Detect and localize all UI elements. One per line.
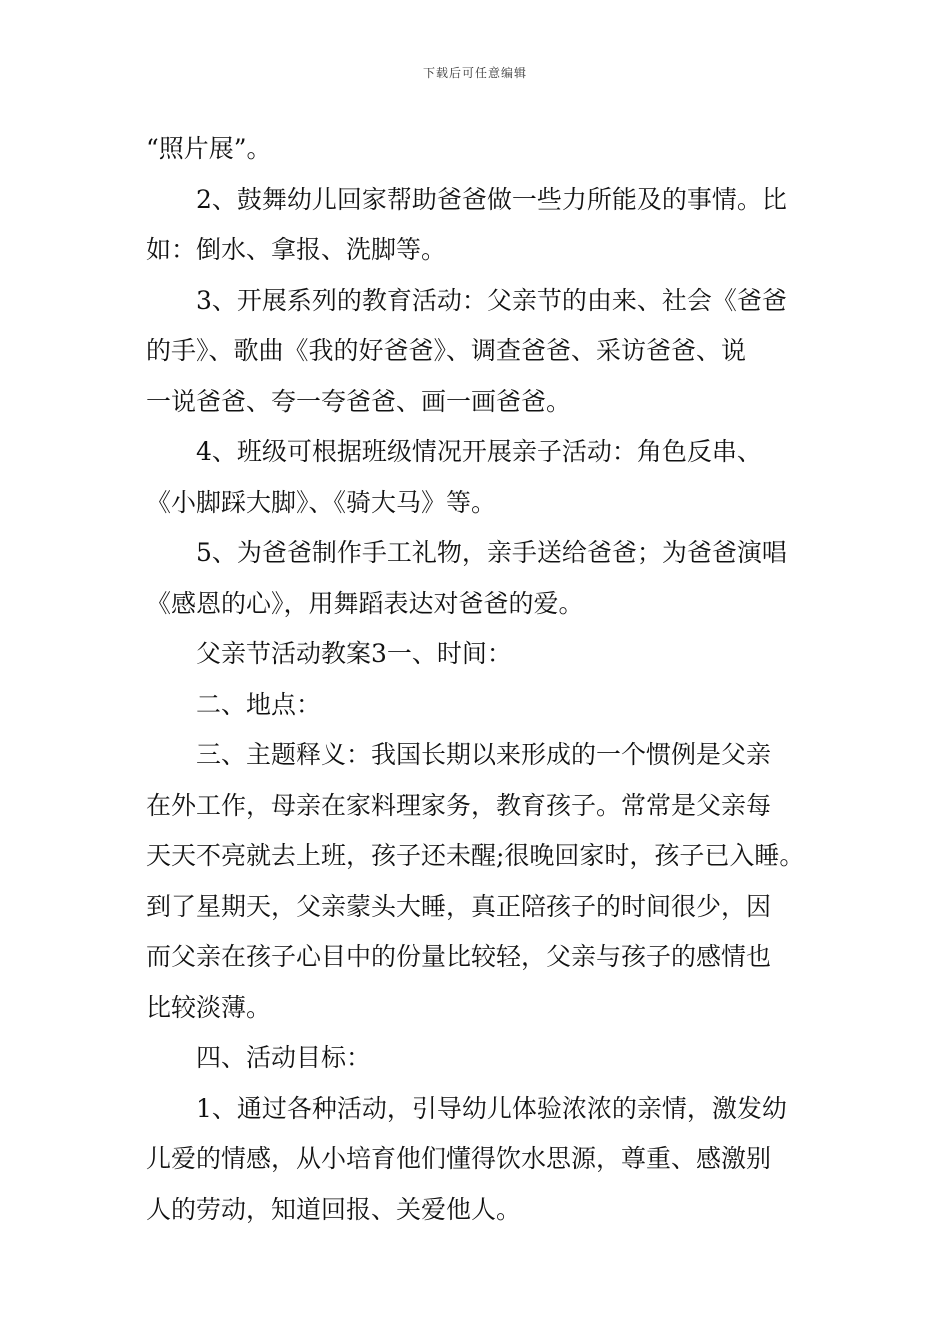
text-line: 2、鼓舞幼儿回家帮助爸爸做一些力所能及的事情。比 <box>196 184 787 214</box>
text-line: 的手》、歌曲《我的好爸爸》、调查爸爸、采访爸爸、说 <box>146 336 747 365</box>
text-line: 比较淡薄。 <box>146 992 272 1022</box>
text-line: 3、开展系列的教育活动：父亲节的由来、社会《爸爸 <box>196 285 787 315</box>
text-line: 5、为爸爸制作手工礼物，亲手送给爸爸；为爸爸演唱 <box>196 538 787 567</box>
text-line: 儿爱的情感，从小培育他们懂得饮水思源，尊重、感激别 <box>146 1144 772 1173</box>
text-line: 1、通过各种活动，引导幼儿体验浓浓的亲情，激发幼 <box>196 1093 787 1123</box>
text-line: 在外工作，母亲在家料理家务，教育孩子。常常是父亲每 <box>146 790 772 820</box>
section-heading: 二、地点： <box>196 689 322 719</box>
text-line: 三、主题释义：我国长期以来形成的一个惯例是父亲 <box>196 740 772 769</box>
text-line: 到了星期天，父亲蒙头大睡，真正陪孩子的时间很少，因 <box>146 891 772 921</box>
text-line: 而父亲在孩子心目中的份量比较轻，父亲与孩子的感情也 <box>146 942 772 971</box>
text-line: 如：倒水、拿报、洗脚等。 <box>146 235 447 264</box>
text-line: 4、班级可根据班级情况开展亲子活动：角色反串、 <box>196 437 762 466</box>
page-header-note: 下载后可任意编辑 <box>422 66 527 80</box>
text-line: 天天不亮就去上班，孩子还未醒;很晚回家时，孩子已入睡。 <box>146 841 805 870</box>
section-heading: 父亲节活动教案3一、时间： <box>196 639 512 668</box>
document-body <box>146 124 816 1235</box>
text-line: “照片展”。 <box>146 134 272 163</box>
text-line: 一说爸爸、夸一夸爸爸、画一画爸爸。 <box>146 386 572 416</box>
text-line: 人的劳动，知道回报、关爱他人。 <box>146 1194 522 1224</box>
text-line: 《小脚踩大脚》、《骑大马》等。 <box>146 487 497 517</box>
section-heading: 四、活动目标： <box>196 1043 372 1072</box>
text-line: 《感恩的心》，用舞蹈表达对爸爸的爱。 <box>146 588 584 618</box>
